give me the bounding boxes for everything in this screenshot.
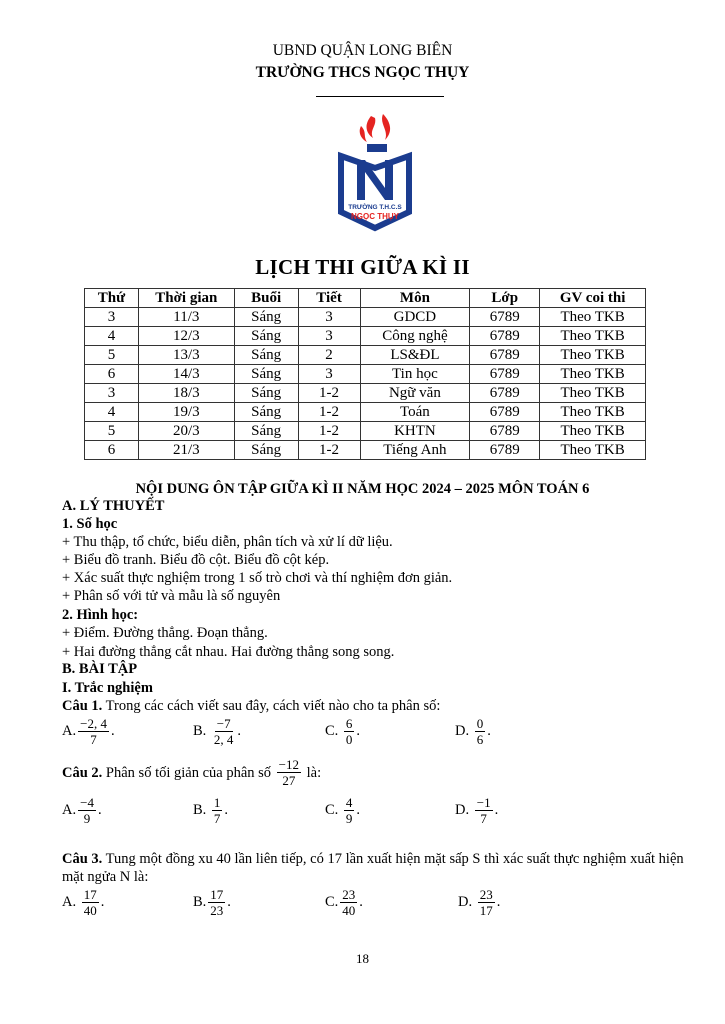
question-label: Câu 1.	[62, 698, 103, 714]
table-cell: 14/3	[138, 365, 234, 384]
table-cell: 5	[85, 346, 139, 365]
answer-option[interactable]: A. $\frac{-2, 4}{7}$ .	[62, 716, 115, 747]
table-cell: Theo TKB	[540, 441, 646, 460]
option-letter: D.	[458, 894, 473, 910]
answer-option[interactable]: C. $\frac{6}{0}$ .	[325, 716, 361, 747]
table-row	[85, 346, 646, 365]
fraction	[475, 716, 486, 747]
table-cell: Sáng	[234, 365, 298, 384]
option-letter: B.	[193, 723, 207, 739]
theory-item: + Biểu đồ tranh. Biểu đồ cột. Biểu đồ cột kép.	[62, 552, 330, 568]
table-cell: 13/3	[138, 346, 234, 365]
denominator: 2, 4	[213, 732, 234, 747]
table-cell: Sáng	[234, 346, 298, 365]
table-cell: LS&ĐL	[360, 346, 470, 365]
table-cell: Theo TKB	[540, 384, 646, 403]
fraction	[212, 795, 223, 826]
option-letter: A.	[62, 723, 77, 739]
table-cell: 1-2	[298, 422, 360, 441]
part-i-heading: I. Trắc nghiệm	[62, 680, 153, 696]
table-cell: Sáng	[234, 422, 298, 441]
table-cell: 6789	[470, 327, 540, 346]
table-cell: 1-2	[298, 441, 360, 460]
numerator: 6	[345, 716, 353, 731]
table-cell: Tiếng Anh	[360, 441, 470, 460]
question-1	[62, 697, 440, 715]
answer-option[interactable]: B. $\frac{-7}{2, 4}$ .	[193, 716, 242, 747]
numerator: 23	[479, 887, 493, 902]
district-name: UBND QUẬN LONG BIÊN	[272, 42, 453, 59]
table-cell: KHTN	[360, 422, 470, 441]
answer-option[interactable]: D. $\frac{-1}{7}$ .	[455, 795, 499, 826]
table-row	[85, 422, 646, 441]
table-cell: 6789	[470, 422, 540, 441]
table-cell: Theo TKB	[540, 308, 646, 327]
table-cell: 6789	[470, 365, 540, 384]
answer-option[interactable]: A. $\frac{-4}{9}$ .	[62, 795, 102, 826]
question-label: Câu 3.	[62, 851, 103, 867]
exam-schedule-table	[84, 288, 646, 460]
answer-option[interactable]: C. $\frac{23}{40}$ .	[325, 887, 363, 918]
subsection-1-heading: 1. Số học	[62, 516, 118, 532]
table-cell: 6789	[470, 384, 540, 403]
denominator: 40	[342, 903, 356, 918]
option-letter: B.	[193, 894, 207, 910]
table-cell: Sáng	[234, 327, 298, 346]
numerator: 17	[210, 887, 224, 902]
option-letter: C.	[325, 723, 339, 739]
fraction	[78, 795, 96, 826]
table-cell: Ngữ văn	[360, 384, 470, 403]
table-cell: 5	[85, 422, 139, 441]
answer-option[interactable]: A. $\frac{17}{40}$ .	[62, 887, 105, 918]
column-header: Môn	[360, 289, 470, 308]
theory-item: + Hai đường thẳng cắt nhau. Hai đường thẳng song song.	[62, 644, 395, 660]
theory-item: + Thu thập, tổ chức, biểu diễn, phân tích và xử lí dữ liệu.	[62, 534, 393, 550]
school-logo	[327, 112, 423, 236]
denominator: 6	[476, 732, 484, 747]
theory-item: + Điểm. Đường thẳng. Đoạn thẳng.	[62, 625, 268, 641]
table-cell: 12/3	[138, 327, 234, 346]
question-3	[62, 850, 692, 886]
numerator: −7	[216, 716, 231, 731]
numerator: −12	[278, 757, 300, 772]
denominator: 27	[282, 773, 296, 788]
denominator: 7	[90, 732, 97, 747]
table-cell: Theo TKB	[540, 327, 646, 346]
schedule-title: LỊCH THI GIỮA KÌ II	[255, 255, 470, 279]
fraction	[344, 795, 355, 826]
numerator: 17	[83, 887, 97, 902]
table-cell: 20/3	[138, 422, 234, 441]
denominator: 17	[479, 903, 493, 918]
denominator: 9	[345, 811, 353, 826]
table-cell: Công nghệ	[360, 327, 470, 346]
table-cell: GDCD	[360, 308, 470, 327]
table-cell: 4	[85, 403, 139, 422]
table-cell: 3	[85, 384, 139, 403]
fraction	[208, 887, 225, 918]
table-cell: Theo TKB	[540, 365, 646, 384]
table-cell: 3	[298, 365, 360, 384]
table-cell: 6	[85, 441, 139, 460]
section-a-heading: A. LÝ THUYẾT	[62, 498, 165, 514]
table-cell: Theo TKB	[540, 422, 646, 441]
answer-option[interactable]: C. $\frac{4}{9}$ .	[325, 795, 361, 826]
logo-text-line1: TRƯỜNG T.H.C.S	[348, 204, 402, 211]
table-cell: Sáng	[234, 403, 298, 422]
table-cell: 3	[298, 327, 360, 346]
table-header-row	[85, 289, 646, 308]
table-row	[85, 441, 646, 460]
column-header: Lớp	[470, 289, 540, 308]
table-cell: 21/3	[138, 441, 234, 460]
numerator: −2, 4	[80, 716, 107, 731]
table-cell: Toán	[360, 403, 470, 422]
numerator: 0	[476, 716, 484, 731]
question-text: Trong các cách viết sau đây, cách viết nào cho ta phân số:	[102, 698, 441, 714]
numerator: 4	[345, 795, 353, 810]
table-row	[85, 327, 646, 346]
content-title: NỘI DUNG ÔN TẬP GIỮA KÌ II NĂM HỌC 2024 – 2025 MÔN TOÁN 6	[135, 481, 590, 497]
table-cell: 6789	[470, 346, 540, 365]
table-row	[85, 308, 646, 327]
table-cell: Theo TKB	[540, 346, 646, 365]
table-cell: Tin học	[360, 365, 470, 384]
option-letter: A.	[62, 802, 77, 818]
column-header: Thời gian	[138, 289, 234, 308]
subsection-2-heading: 2. Hình học:	[62, 607, 139, 623]
school-name: TRƯỜNG THCS NGỌC THỤY	[255, 64, 470, 81]
table-cell: 4	[85, 327, 139, 346]
table-cell: 6789	[470, 441, 540, 460]
option-letter: A.	[62, 894, 77, 910]
table-cell: Theo TKB	[540, 403, 646, 422]
fraction	[475, 795, 493, 826]
table-cell: 19/3	[138, 403, 234, 422]
fraction	[82, 887, 99, 918]
column-header: GV coi thi	[540, 289, 646, 308]
table-row	[85, 403, 646, 422]
table-cell: 6	[85, 365, 139, 384]
answer-option[interactable]: D. $\frac{0}{6}$ .	[455, 716, 491, 747]
option-letter: C.	[325, 802, 339, 818]
fraction	[478, 887, 495, 918]
section-b-heading: B. BÀI TẬP	[62, 661, 138, 677]
fraction	[78, 716, 109, 747]
page-number: 18	[356, 951, 369, 966]
table-cell: 1-2	[298, 384, 360, 403]
numerator: 23	[342, 887, 356, 902]
denominator: 7	[213, 811, 221, 826]
table-cell: Sáng	[234, 384, 298, 403]
fraction	[277, 757, 301, 788]
table-cell: Sáng	[234, 441, 298, 460]
option-letter: B.	[193, 802, 207, 818]
option-letter: D.	[455, 802, 470, 818]
theory-item: + Phân số với tử và mẫu là số nguyên	[62, 588, 281, 604]
option-letter: D.	[455, 723, 470, 739]
question-text: là:	[303, 764, 322, 781]
numerator: −4	[80, 795, 94, 810]
numerator: 1	[213, 795, 221, 810]
answer-option[interactable]: B. $\frac{1}{7}$ .	[193, 795, 229, 826]
table-cell: 2	[298, 346, 360, 365]
answer-option[interactable]: D. $\frac{23}{17}$ .	[458, 887, 501, 918]
table-body	[85, 308, 646, 460]
question-label: Câu 2.	[62, 764, 103, 781]
table-cell: 11/3	[138, 308, 234, 327]
table-cell: 3	[298, 308, 360, 327]
fraction	[340, 887, 357, 918]
fraction	[344, 716, 355, 747]
denominator: 23	[210, 903, 224, 918]
numerator: −1	[476, 795, 491, 810]
table-cell: 6789	[470, 308, 540, 327]
header-divider	[316, 96, 444, 97]
table-cell: 6789	[470, 403, 540, 422]
denominator: 9	[83, 811, 91, 826]
table-row	[85, 365, 646, 384]
table-cell: 18/3	[138, 384, 234, 403]
logo-text-line2: NGỌC THỤY	[351, 212, 399, 221]
question-text: Tung một đồng xu 40 lần liên tiếp, có 17 lần xuất hiện mặt sấp S thì xác suất thực nghiệm xuất hiện mặt ngửa N là:	[62, 851, 684, 885]
table-row	[85, 384, 646, 403]
question-text: Phân số tối giản của phân số	[102, 764, 275, 781]
denominator: 0	[345, 732, 353, 747]
column-header: Buổi	[234, 289, 298, 308]
column-header: Thứ	[85, 289, 139, 308]
table-cell: 3	[85, 308, 139, 327]
fraction	[212, 716, 236, 747]
theory-item: + Xác suất thực nghiệm trong 1 số trò chơi và thí nghiệm đơn giản.	[62, 570, 453, 586]
denominator: 7	[480, 811, 487, 826]
question-2	[62, 757, 321, 788]
column-header: Tiết	[298, 289, 360, 308]
option-letter: C.	[325, 894, 339, 910]
table-cell: 1-2	[298, 403, 360, 422]
denominator: 40	[83, 903, 97, 918]
answer-option[interactable]: B. $\frac{17}{23}$ .	[193, 887, 231, 918]
table-cell: Sáng	[234, 308, 298, 327]
